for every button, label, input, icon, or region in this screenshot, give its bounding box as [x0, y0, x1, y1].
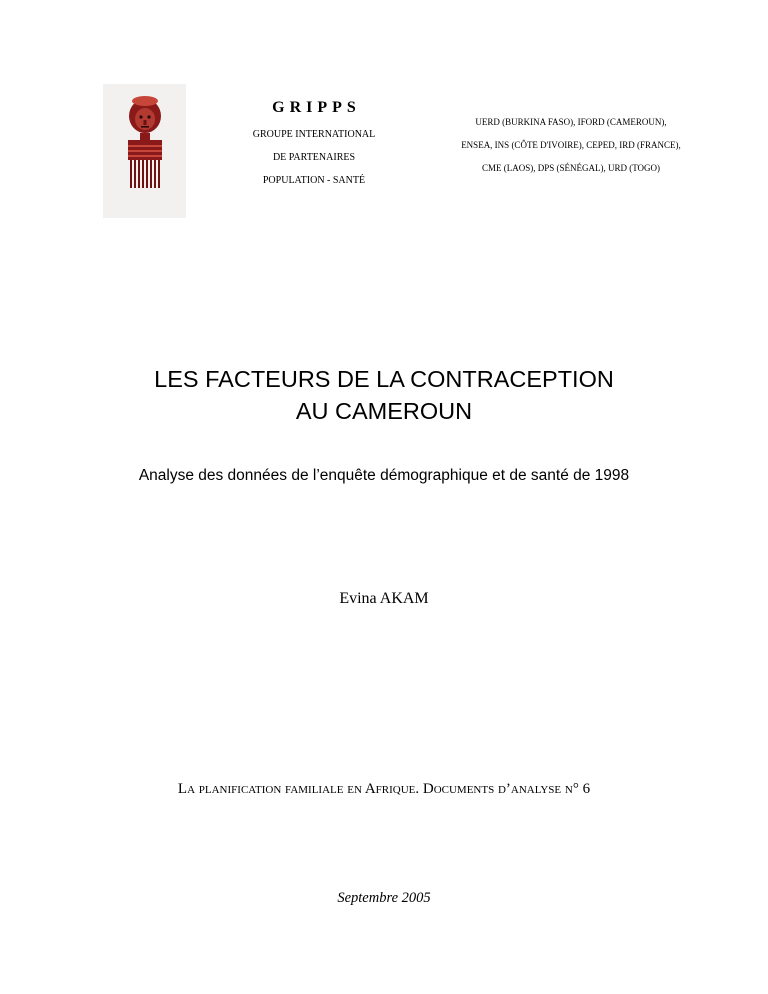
partners-line-2: ENSEA, INS (CÔTE D'IVOIRE), CEPED, IRD (FRANCE), [461, 140, 681, 150]
publication-date: Septembre 2005 [337, 890, 431, 906]
gripps-header [228, 99, 400, 186]
author-name: Evina AKAM [339, 590, 429, 607]
gripps-line-2: DE PARTENAIRES [272, 152, 356, 163]
gripps-line-1: GROUPE INTERNATIONAL [252, 129, 376, 140]
document-title-line-2: AU CAMEROUN [295, 398, 473, 424]
comb-figure-logo-icon [103, 84, 186, 218]
partners-list [448, 117, 694, 186]
document-subtitle: Analyse des données de l’enquête démographique et de santé de 1998 [138, 467, 630, 484]
gripps-line-3: POPULATION - SANTÉ [262, 175, 366, 186]
series-line: La planification familiale en Afrique. Documents d’analyse n° 6 [177, 781, 591, 797]
partners-line-3: CME (LAOS), DPS (SÉNÉGAL), URD (TOGO) [481, 163, 661, 173]
gripps-logo [103, 84, 186, 218]
document-title [84, 363, 684, 427]
partners-line-1: UERD (BURKINA FASO), IFORD (CAMEROUN), [475, 117, 667, 127]
gripps-title: GRIPPS [272, 99, 361, 116]
document-title-line-1: LES FACTEURS DE LA CONTRACEPTION [154, 366, 614, 392]
